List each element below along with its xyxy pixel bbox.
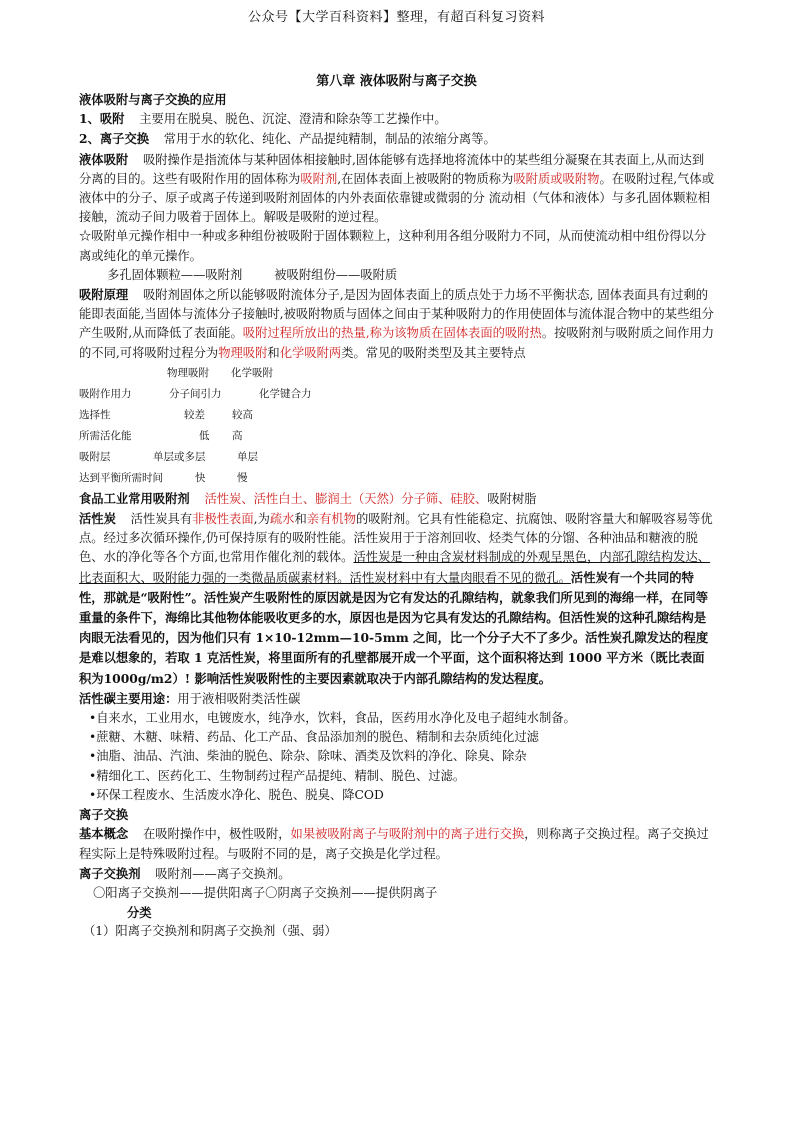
- term-label: 食品工业常用吸附剂: [79, 490, 190, 506]
- list-item: •环保工程废水、生活废水净化、脱色、脱臭、降COD: [89, 787, 384, 802]
- table-cell: 单层或多层: [153, 450, 206, 463]
- term-label: 液体吸附: [79, 151, 129, 167]
- text-run: ,为: [253, 512, 270, 527]
- table-header-physical: 物理吸附: [167, 366, 209, 379]
- highlight-nonpolar: 非极性表面: [192, 512, 254, 527]
- list-item: •自来水，工业用水，电镀废水，纯净水，饮料，食品，医药用水净化及电子超纯水制备。: [89, 711, 576, 726]
- paragraph-basic-concept: [79, 824, 715, 863]
- text-run: 吸附剂固体之所以能够吸附流体分子,是因为固体表面上的质点处于力场不平衡状态, 固体表面具有过剩的能即表面能,当固体与流体分子接触时,被吸附物质与固体之间由于某种吸附力的作用使固体与流体混合物中的某些组分产生吸附,从而降低了表面能。: [79, 288, 714, 341]
- paragraph-activated-carbon: [79, 509, 715, 689]
- text-run: 和: [267, 345, 280, 360]
- adsorption-type-table: [79, 363, 715, 489]
- table-header-chemical: 化学吸附: [231, 366, 273, 379]
- highlight-adsorbent: 吸附剂: [300, 171, 338, 186]
- term-label: 1、吸附: [79, 111, 125, 127]
- table-row-key: 达到平衡所需时间: [79, 471, 163, 484]
- paragraph-food-adsorbents: [79, 489, 715, 509]
- section-heading-classification: 分类: [127, 905, 152, 921]
- text-run: 用于液相吸附类活性碳: [177, 691, 301, 706]
- document-body: [79, 90, 715, 942]
- definition-adsorbate: 被吸附组份——吸附质: [274, 267, 398, 282]
- highlight-chemical: 化学吸附两: [279, 345, 342, 360]
- underlined-definition: 活性炭是一种由含炭材料制成的外观呈黑色，内部孔隙结构发达、比表面积大、吸附能力强的一类微晶质碳素材料。活性炭材料中有大量肉眼看不见的微孔。: [79, 550, 711, 585]
- table-row-key: 吸附层: [79, 450, 111, 463]
- term-label: 活性碳主要用途：: [79, 690, 178, 706]
- text-run: 在吸附操作中，极性吸附，: [142, 827, 291, 842]
- text-run: 的吸附剂。它具有性能稳定、抗腐蚀、吸附容量大和解吸容易等优点。经过多次循环操作,仍可保持原有的吸附性能。活性炭用于于溶剂回收、烃类气体的分馏、各种油品和糖液的脱色、水的净化等各个方面,也常用作催化剂的载体。: [79, 512, 713, 565]
- paragraph-text: 主要用在脱臭、脱色、沉淀、澄清和除杂等工艺操作中。: [139, 112, 447, 127]
- table-cell: 分子间引力: [169, 387, 222, 400]
- bold-explanation: 活性炭有一个共同的特性，那就是“吸附性”。活性炭产生吸附性的原因就是因为它有发达的孔隙结构，就象我们所见到的海绵一样，在同等重量的条件下，海绵比其他物体能吸收更多的水，原因也是因为它具有发达的孔隙结构。但活性炭的这种孔隙结构是肉眼无法看见的，因为他们只有 1×10-12mm—10-5mm 之间，比一个分子大不了多少。活性炭孔隙发达的程度是难以想象的，若取 1 克活性炭，将里面所有的孔壁都展开成一个平面，这个面积将达到 1000 平方米（既比表面积为1000g/m2）! 影响活性炭吸附性的主要因素就取决于内部孔隙结构的发达程度。: [79, 569, 709, 686]
- list-item: •精细化工、医药化工、生物制药过程产品提纯、精制、脱色、过滤。: [89, 768, 466, 783]
- text-run: ,在固体表面上被吸附的物质称为: [337, 171, 514, 186]
- term-label: 基本概念: [79, 826, 129, 842]
- table-cell: 较差: [184, 408, 205, 421]
- paragraph-unit-operation: ☆吸附单元操作相中一种或多种组份被吸附于固体颗粒上，这种利用各组分吸附力不同，从而使流动相中组份得以分离或纯化的单元操作。: [79, 229, 707, 263]
- paragraph-carbon-uses: [79, 689, 715, 709]
- table-cell: 较高: [232, 408, 253, 421]
- table-cell: 慢: [237, 471, 248, 484]
- paragraph-ion-exchange-use: [79, 129, 715, 149]
- text-run: 。在吸附过程,气体或液体中的分子、原子或离子传递到吸附剂固体的内外表面依靠键或微弱的分 流动相（气体和液体）与多孔固体颗粒相接触，流动子间力吸着于固体上。解吸是吸附的逆过程。: [79, 171, 715, 225]
- term-label: 活性炭: [79, 511, 116, 527]
- text-run: 活性炭具有: [130, 512, 193, 527]
- page-header: 公众号【大学百科资料】整理，有超百科复习资料: [247, 10, 545, 25]
- list-item: •蔗糖、木糖、味精、药品、化工产品、食品添加剂的脱色、精制和去杂质纯化过滤: [89, 730, 539, 745]
- table-cell: 高: [232, 429, 243, 442]
- paragraph-adsorption-use: [79, 109, 715, 129]
- table-row-key: 所需活化能: [79, 429, 132, 442]
- paragraph-exchanger-types: 〇阳离子交换剂——提供阳离子〇阴离子交换剂——提供阴离子: [93, 885, 438, 900]
- paragraph-text: 常用于水的软化、纯化、产品提纯精制，制品的浓缩分离等。: [163, 132, 496, 147]
- definition-adsorbent: 多孔固体颗粒——吸附剂: [107, 267, 243, 282]
- chapter-title: 第八章 液体吸附与离子交换: [316, 74, 477, 89]
- text-run: 类。常见的吸附类型及其主要特点: [341, 345, 526, 360]
- table-cell: 低: [199, 429, 210, 442]
- term-label: 离子交换剂: [79, 865, 141, 881]
- table-cell: 快: [195, 471, 206, 484]
- text-run: 吸附操作是指流体与某种固体相接触时,固体能够有选择地将流体中的某些组分凝聚在其表面上,从而达到分离的目的。这些有吸附作用的固体称为: [79, 152, 705, 186]
- table-cell: 单层: [237, 450, 258, 463]
- term-label: 吸附原理: [79, 287, 129, 303]
- text-run: 。按吸附剂与吸附质之间作用力的不同,可将吸附过程分为: [79, 326, 714, 360]
- highlight-hydrophobic: 疏水: [269, 512, 295, 527]
- text-run: 和: [294, 512, 307, 527]
- highlight-ion-exchange: 如果被吸附离子与吸附剂中的离子进行交换: [290, 827, 525, 842]
- text-run: 吸附剂——离子交换剂。: [155, 866, 291, 881]
- text-run: ，则称离子交换过程。离子交换过程实际上是特殊吸附过程。与吸附不同的是，离子交换是化学过程。: [79, 827, 709, 861]
- section-heading-applications: 液体吸附与离子交换的应用: [79, 92, 227, 107]
- text-run: 吸附树脂: [487, 491, 537, 506]
- highlight-organophilic: 亲有机物: [306, 512, 356, 527]
- paragraph-definitions: [79, 266, 715, 285]
- highlight-adsorbent-list: 活性炭、活性白土、膨润土（天然）分子筛、硅胶、: [204, 491, 488, 506]
- term-label: 2、离子交换: [79, 131, 150, 147]
- section-heading-ion-exchange: 离子交换: [79, 807, 129, 823]
- table-row-key: 吸附作用力: [79, 387, 132, 400]
- highlight-adsorption-heat: 吸附过程所放出的热量,称为该物质在固体表面的吸附热: [242, 326, 542, 341]
- table-cell: 化学键合力: [259, 387, 312, 400]
- paragraph-adsorption-principle: [79, 285, 715, 363]
- paragraph-ion-exchanger: [79, 864, 715, 884]
- paragraph-classification-item: （1）阳离子交换剂和阴离子交换剂（强、弱）: [83, 924, 337, 939]
- table-row-key: 选择性: [79, 408, 111, 421]
- highlight-adsorbate: 吸附质或吸附物: [513, 171, 600, 186]
- list-item: •油脂、油品、汽油、柴油的脱色、除杂、除味、酒类及饮料的净化、除臭、除杂: [89, 749, 527, 764]
- paragraph-liquid-adsorption: [79, 150, 715, 228]
- highlight-physical: 物理吸附: [218, 345, 268, 360]
